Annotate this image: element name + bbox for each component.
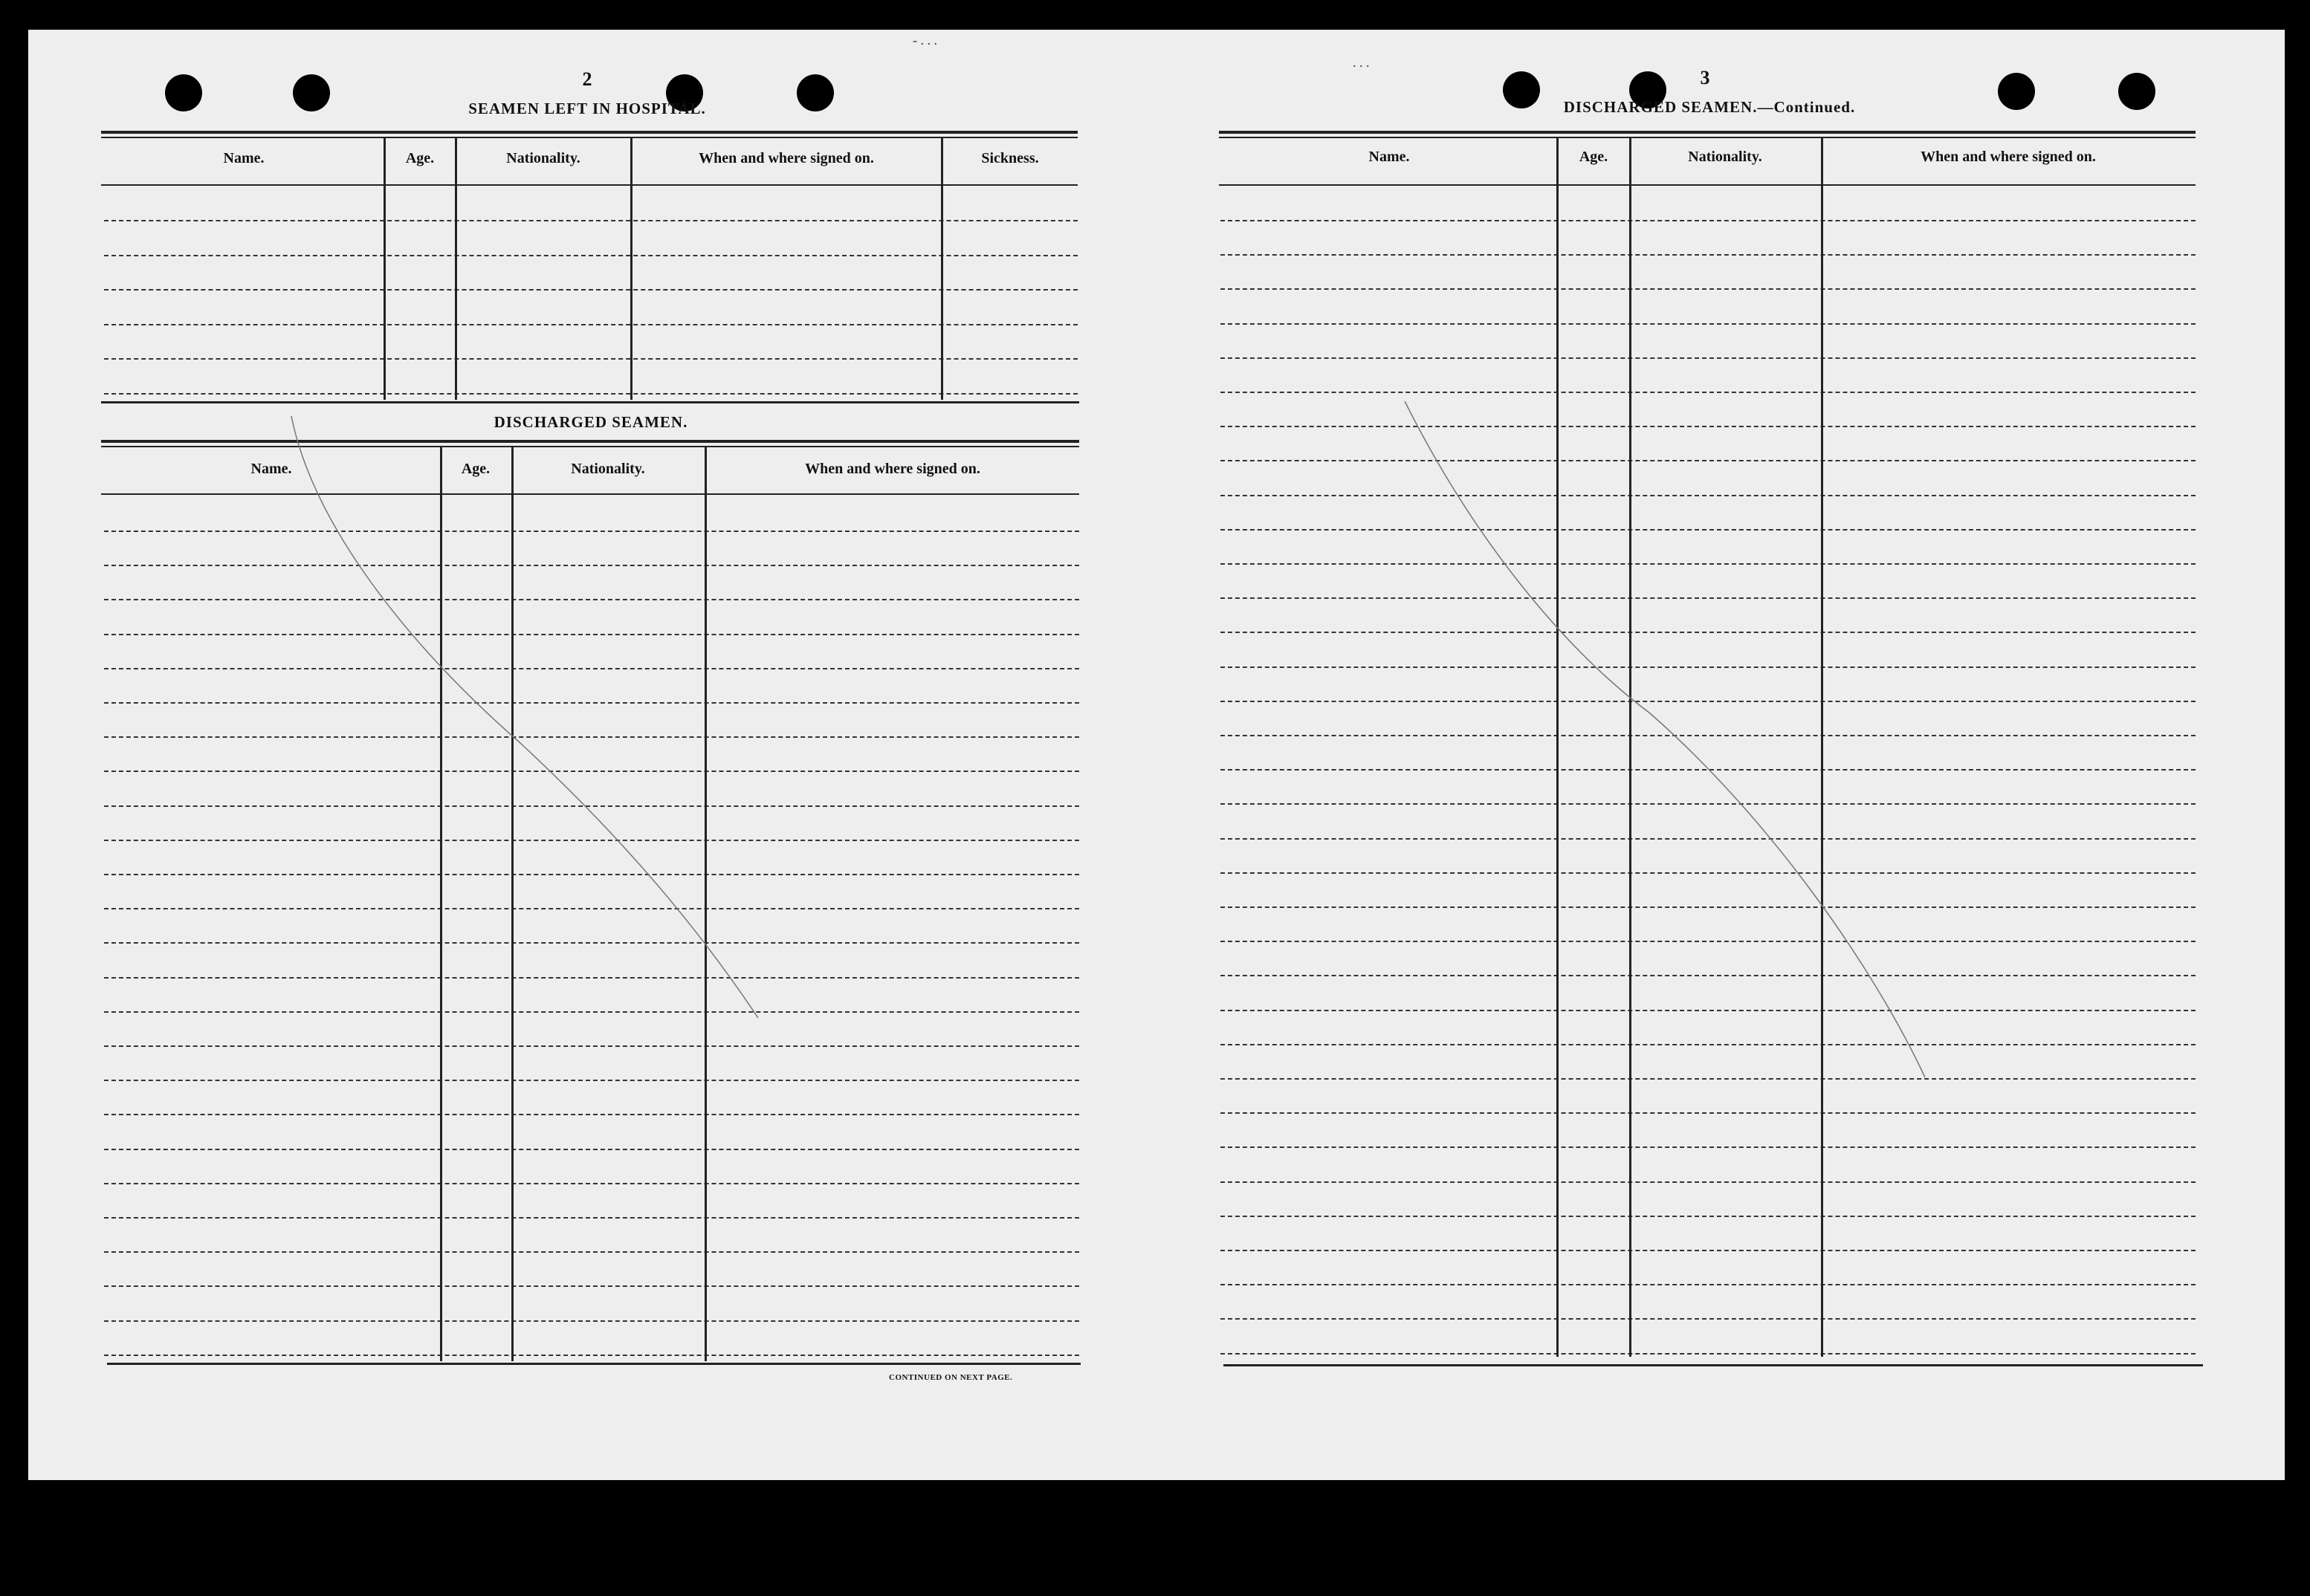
column-header-age: Age. xyxy=(1579,149,1608,165)
hospital-section-title: SEAMEN LEFT IN HOSPITAL. xyxy=(468,100,706,117)
page-number-right: 3 xyxy=(1700,67,1710,88)
column-header-name: Name. xyxy=(1368,149,1410,165)
column-header-signed-on: When and where signed on. xyxy=(699,150,874,166)
discharged-section-title: DISCHARGED SEAMEN. xyxy=(494,413,688,431)
column-header-sickness: Sickness. xyxy=(981,150,1039,166)
page-number-left: 2 xyxy=(582,68,592,90)
column-header-age: Age. xyxy=(405,150,435,166)
column-header-name: Name. xyxy=(250,461,292,477)
column-header-signed-on: When and where signed on. xyxy=(1921,149,2096,165)
column-header-nationality: Nationality. xyxy=(506,150,580,166)
stray-mark: . . . xyxy=(1353,55,1370,70)
column-header-age: Age. xyxy=(461,461,491,477)
column-header-nationality: Nationality. xyxy=(1688,149,1762,165)
stray-mark: - . . . xyxy=(913,33,937,48)
column-header-nationality: Nationality. xyxy=(571,461,645,477)
continued-note: CONTINUED ON NEXT PAGE. xyxy=(889,1373,1013,1382)
column-header-name: Name. xyxy=(223,150,265,166)
discharged-continued-title: DISCHARGED SEAMEN.—Continued. xyxy=(1563,98,1856,116)
column-header-signed-on: When and where signed on. xyxy=(805,461,980,477)
